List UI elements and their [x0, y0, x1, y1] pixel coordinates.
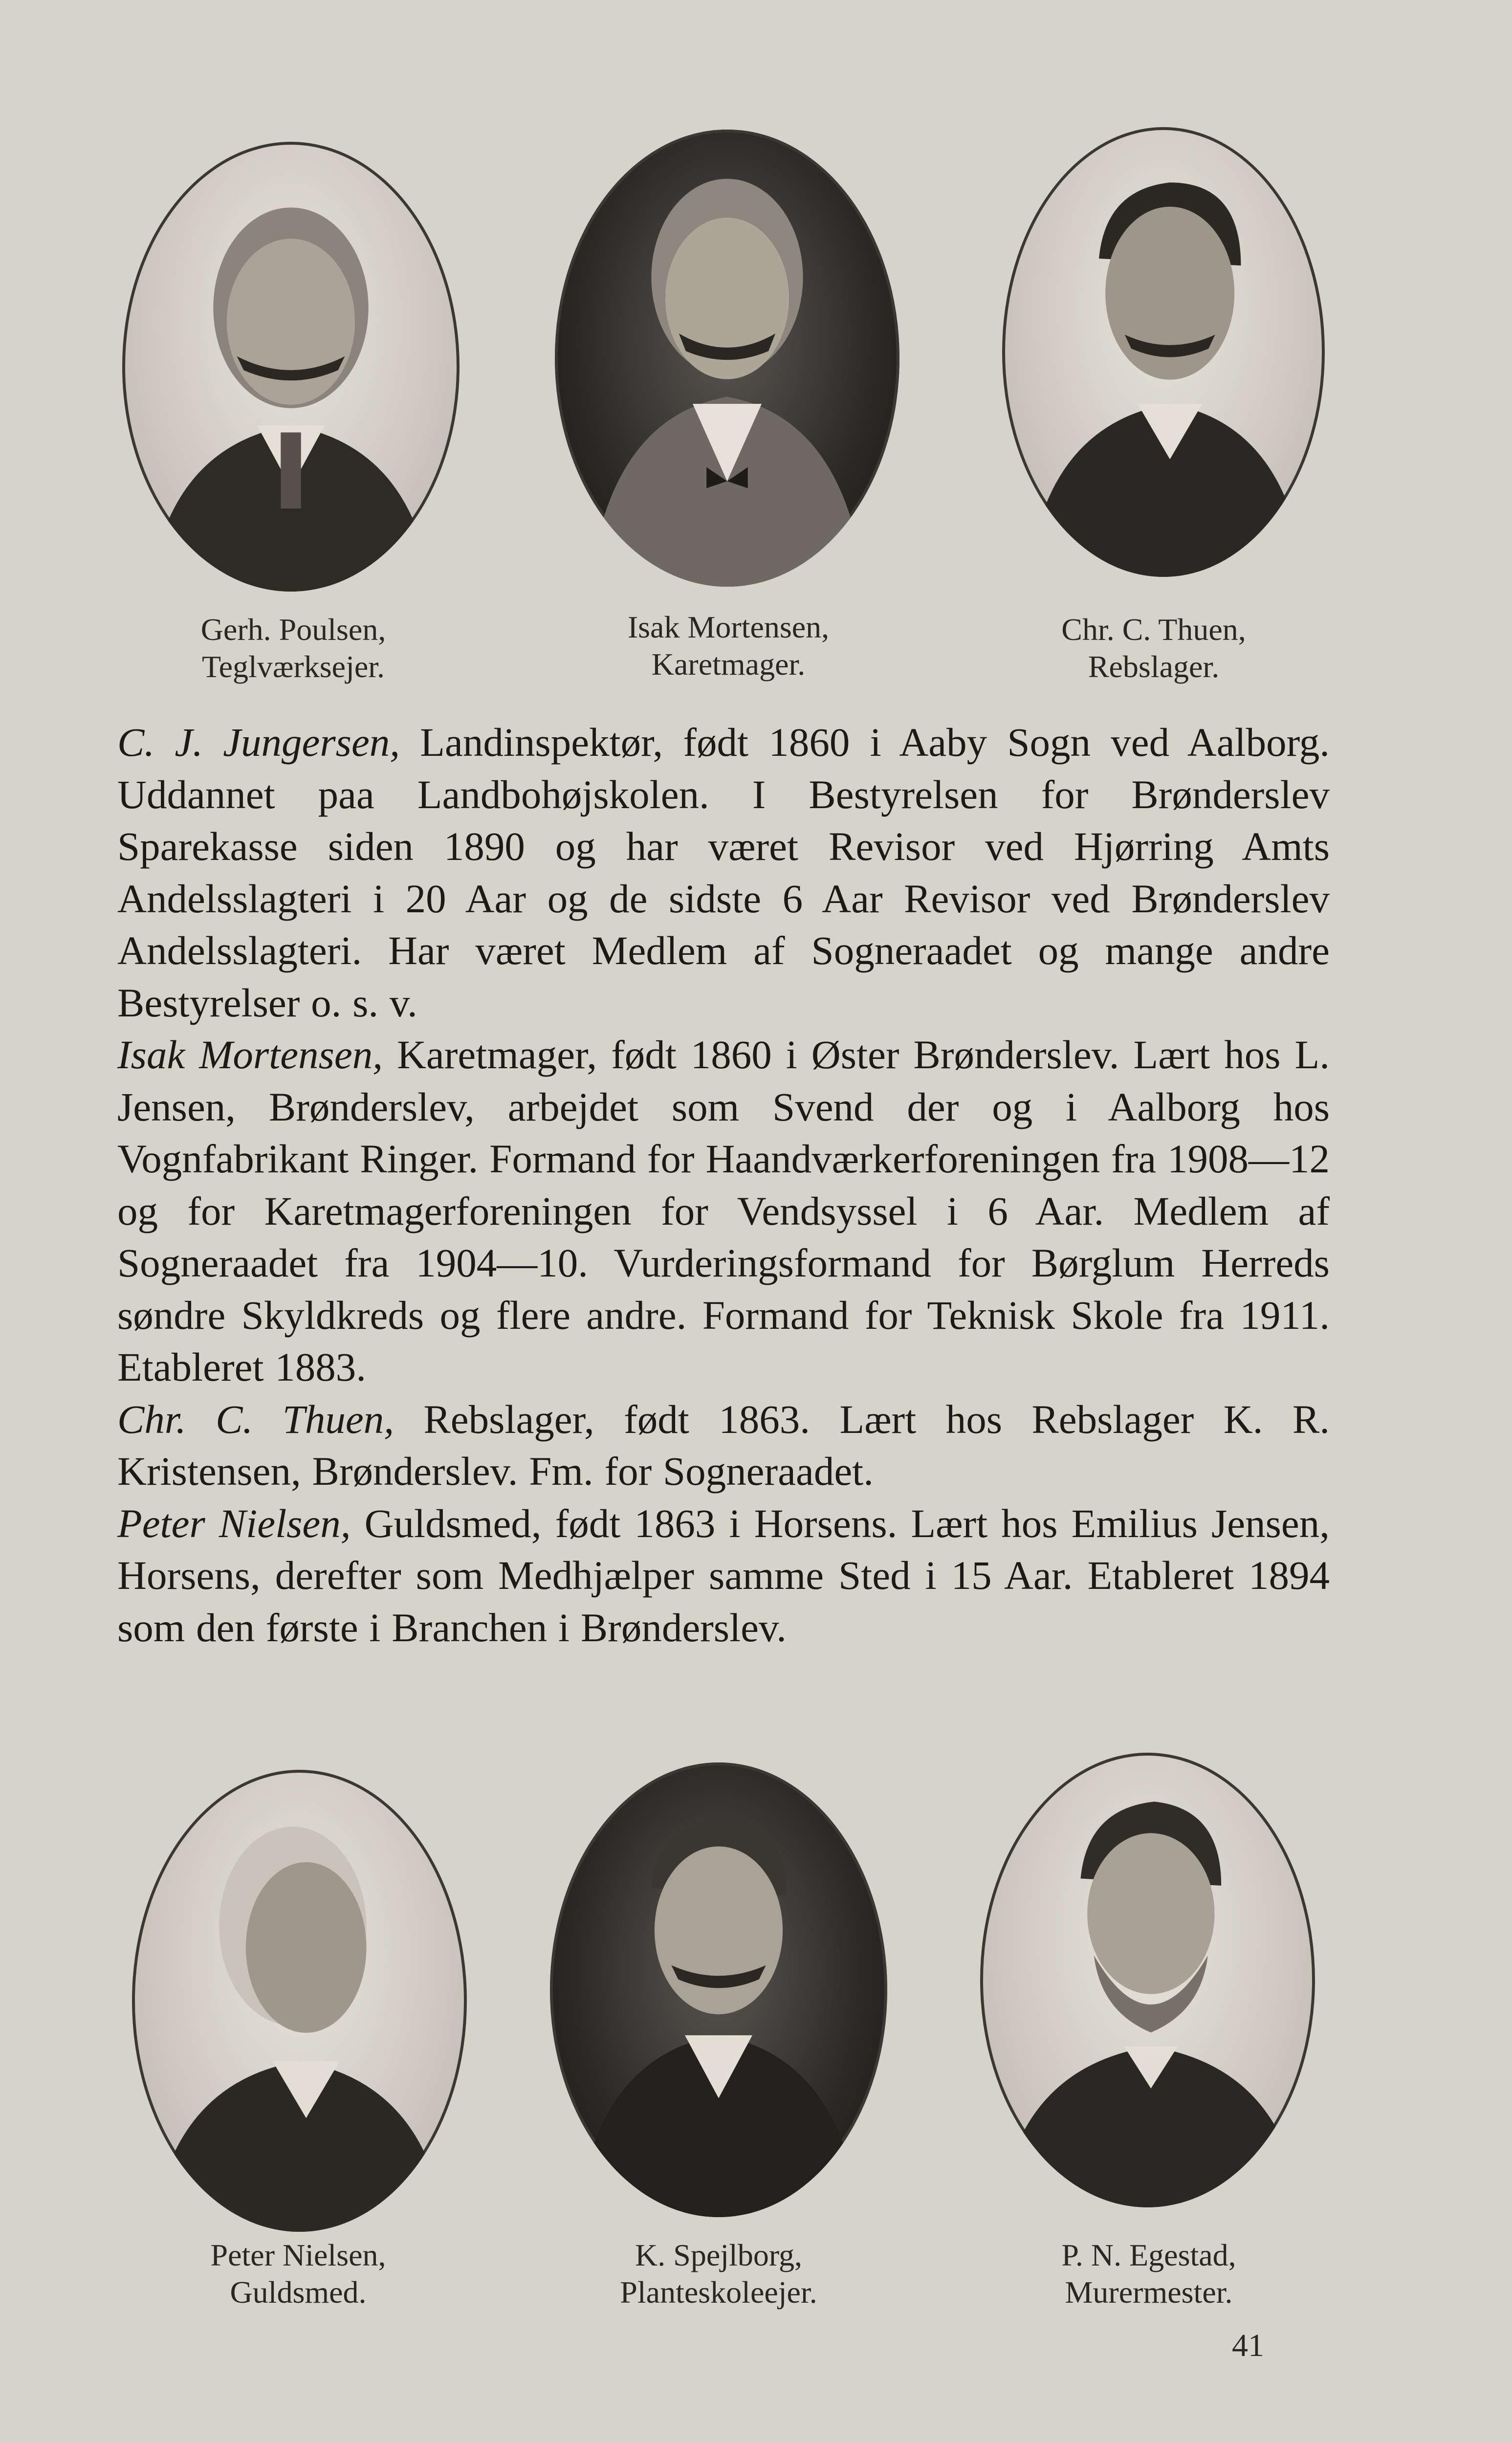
caption-title: Murermester.: [1065, 2275, 1233, 2310]
biography-paragraph: [117, 716, 1330, 1029]
biography-body: Landinspektør, født 1860 i Aaby Sogn ved Aalborg. Uddannet paa Landbohøjskolen. I Bestyrelsen for Brønderslev Sparekasse siden 1890 og har været Revisor ved Hjørring Amts Andelsslagteri i 20 Aar og de sidste 6 Aar Revisor ved Brønderslev Andelsslagteri. Har været Medlem af Sogneraadet og mange andre Bestyrelser o. s. v.: [117, 720, 1330, 1025]
caption-p-n-egestad: [1002, 2237, 1295, 2311]
caption-k-spejlborg: [567, 2237, 870, 2311]
biography-body: Karetmager, født 1860 i Øster Brønderslev. Lært hos L. Jensen, Brønderslev, arbejdet som Svend der og i Aalborg hos Vognfabrikant Ringer. Formand for Haandværkerforeningen fra 1908—12 og for Karetmagerforeningen for Vendsyssel i 6 Aar. Medlem af Sogneraadet fra 1904—10. Vurderingsformand for Børglum Herreds søndre Skyldkreds og flere andre. Formand for Teknisk Skole fra 1911. Etableret 1883.: [117, 1032, 1330, 1389]
caption-title: Karetmager.: [651, 647, 806, 682]
caption-title: Teglværksejer.: [201, 649, 385, 684]
caption-name: Isak Mortensen,: [627, 610, 830, 644]
page-number: 41: [1232, 2328, 1264, 2363]
portrait-k-spejlborg: [550, 1762, 887, 2217]
caption-name: Peter Nielsen,: [210, 2238, 386, 2272]
caption-title: Guldsmed.: [230, 2275, 367, 2310]
caption-name: K. Spejlborg,: [635, 2238, 802, 2272]
caption-title: Planteskoleejer.: [620, 2275, 817, 2310]
caption-name: Gerh. Poulsen,: [200, 612, 386, 647]
caption-title: Rebslager.: [1088, 649, 1220, 684]
caption-isak-mortensen: [582, 609, 875, 683]
caption-peter-nielsen: [152, 2237, 445, 2311]
portrait-chr-thuen: [1002, 127, 1325, 577]
portrait-gerh-poulsen: [122, 142, 460, 592]
portrait-photo: [550, 1762, 887, 2217]
biography-body: Guldsmed, født 1863 i Horsens. Lært hos Emilius Jensen, Horsens, derefter som Medhjælper samme Sted i 15 Aar. Etableret 1894 som den første i Branchen i Brønderslev.: [117, 1500, 1330, 1650]
portrait-photo: [122, 142, 460, 592]
portrait-photo: [980, 1753, 1315, 2207]
caption-gerh-poulsen: [147, 611, 440, 685]
caption-chr-thuen: [1007, 611, 1300, 685]
biography-name: Peter Nielsen,: [117, 1500, 351, 1546]
portrait-photo: [555, 130, 899, 587]
biography-name: C. J. Jungersen,: [117, 720, 400, 765]
caption-name: P. N. Egestad,: [1061, 2238, 1236, 2272]
biography-body: Rebslager, født 1863. Lært hos Rebslager K. R. Kristensen, Brønderslev. Fm. for Sogneraadet.: [117, 1396, 1330, 1494]
biography-paragraph: [117, 1029, 1330, 1393]
biography-paragraph: [117, 1393, 1330, 1497]
portrait-peter-nielsen: [132, 1770, 467, 2232]
caption-name: Chr. C. Thuen,: [1061, 612, 1246, 647]
biography-name: Isak Mortensen,: [117, 1032, 383, 1077]
biography-text: [117, 716, 1330, 1653]
portrait-isak-mortensen: [555, 130, 899, 587]
biography-name: Chr. C. Thuen,: [117, 1396, 394, 1442]
portrait-p-n-egestad: [980, 1753, 1315, 2207]
portrait-photo: [132, 1770, 467, 2232]
portrait-photo: [1002, 127, 1325, 577]
biography-paragraph: [117, 1497, 1330, 1654]
